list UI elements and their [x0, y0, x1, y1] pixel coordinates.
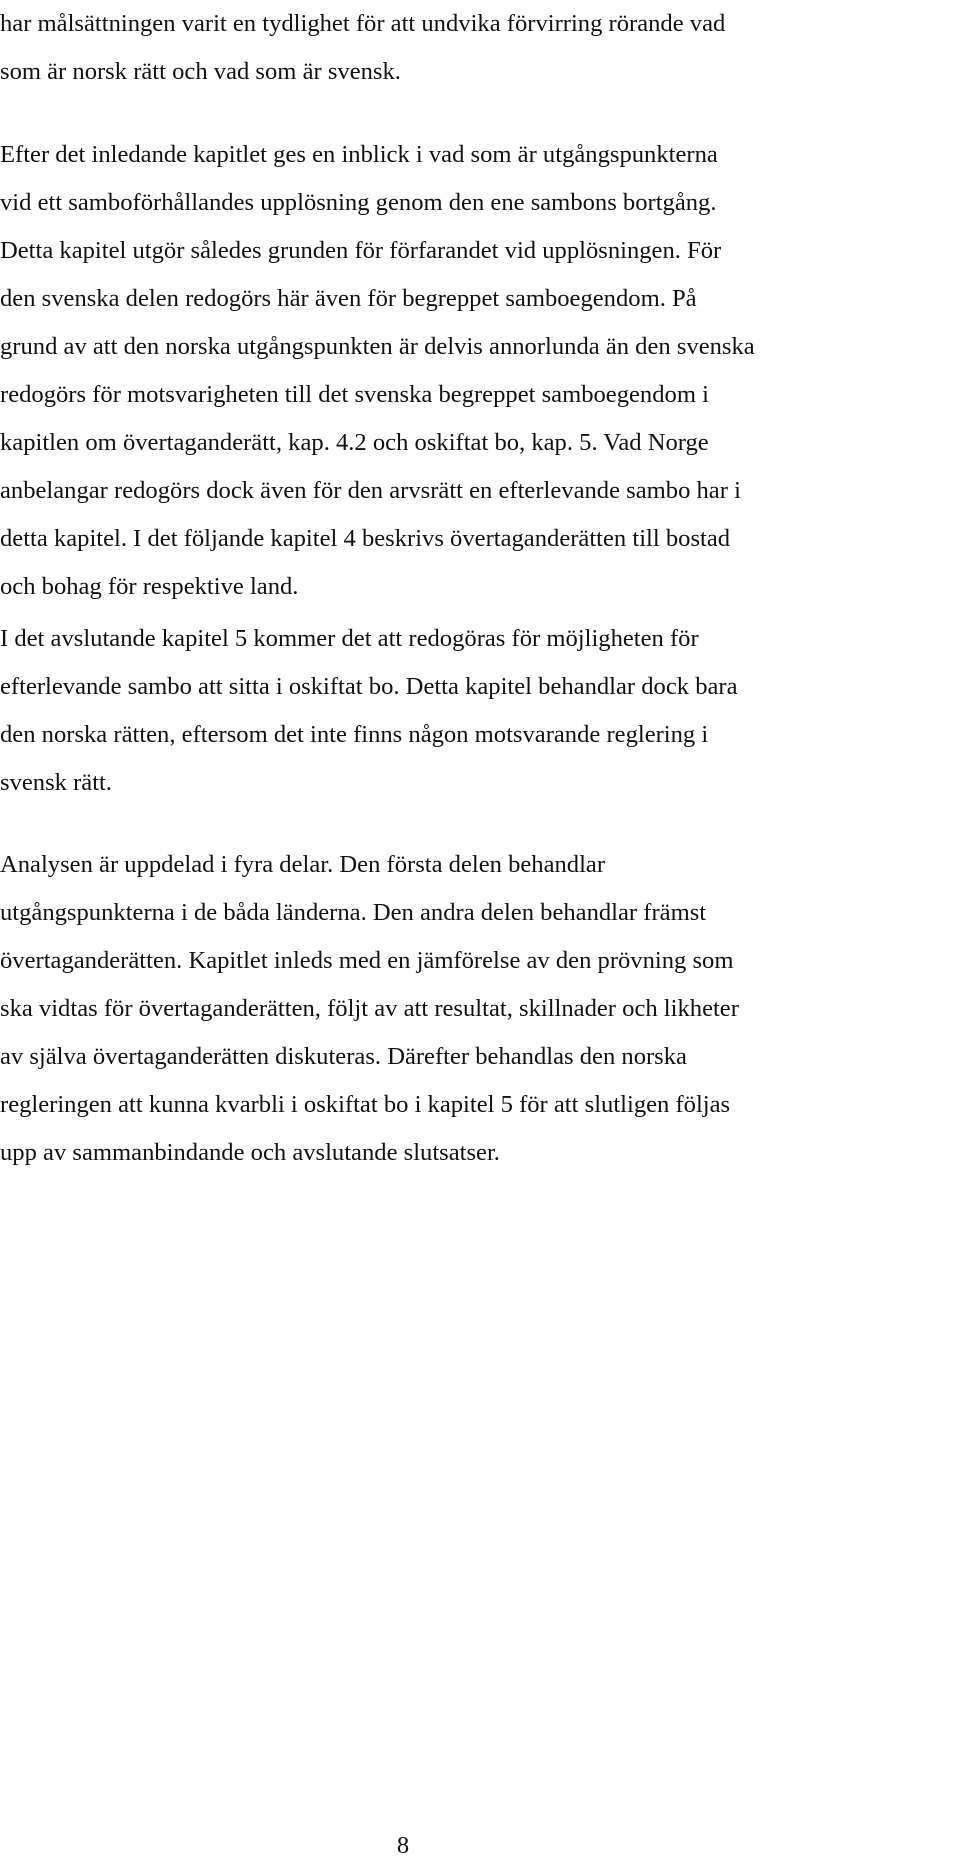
text-line: och bohag för respektive land.	[0, 573, 299, 600]
text-line: anbelangar redogörs dock även för den arvsrätt en efterlevande sambo har i	[0, 477, 741, 504]
text-line: vid ett samboförhållandes upplösning genom den ene sambons bortgång.	[0, 189, 717, 216]
text-line: utgångspunkterna i de båda länderna. Den andra delen behandlar främst	[0, 899, 707, 926]
text-line: upp av sammanbindande och avslutande slutsatser.	[0, 1139, 500, 1166]
text-line: Analysen är uppdelad i fyra delar. Den första delen behandlar	[0, 851, 606, 878]
text-line: Detta kapitel utgör således grunden för förfarandet vid upplösningen. För	[0, 237, 722, 264]
page-number: 8	[396, 1832, 410, 1859]
text-line: efterlevande sambo att sitta i oskiftat bo. Detta kapitel behandlar dock bara	[0, 673, 738, 700]
paragraph-4	[0, 841, 960, 1177]
text-line: detta kapitel. I det följande kapitel 4 beskrivs övertaganderätten till bostad	[0, 525, 731, 552]
text-line: I det avslutande kapitel 5 kommer det att redogöras för möjligheten för	[0, 625, 699, 652]
text-line: grund av att den norska utgångspunkten är delvis annorlunda än den svenska	[0, 333, 755, 360]
text-line: som är norsk rätt och vad som är svensk.	[0, 58, 401, 85]
text-line: kapitlen om övertaganderätt, kap. 4.2 och oskiftat bo, kap. 5. Vad Norge	[0, 429, 709, 456]
text-line: har målsättningen varit en tydlighet för att undvika förvirring rörande vad	[0, 10, 726, 37]
text-line: svensk rätt.	[0, 769, 113, 796]
text-line: den norska rätten, eftersom det inte finns någon motsvarande reglering i	[0, 721, 709, 748]
text-line: Efter det inledande kapitlet ges en inblick i vad som är utgångspunkterna	[0, 141, 718, 168]
paragraph-2	[0, 131, 960, 611]
paragraph-3	[0, 615, 960, 807]
text-line: regleringen att kunna kvarbli i oskiftat bo i kapitel 5 för att slutligen följas	[0, 1091, 731, 1118]
text-line: övertaganderätten. Kapitlet inleds med en jämförelse av den prövning som	[0, 947, 734, 974]
text-line: den svenska delen redogörs här även för begreppet samboegendom. På	[0, 285, 697, 312]
text-line: redogörs för motsvarigheten till det svenska begreppet samboegendom i	[0, 381, 709, 408]
paragraph-1	[0, 0, 960, 96]
text-line: av själva övertaganderätten diskuteras. Därefter behandlas den norska	[0, 1043, 687, 1070]
text-line: ska vidtas för övertaganderätten, följt av att resultat, skillnader och likheter	[0, 995, 739, 1022]
